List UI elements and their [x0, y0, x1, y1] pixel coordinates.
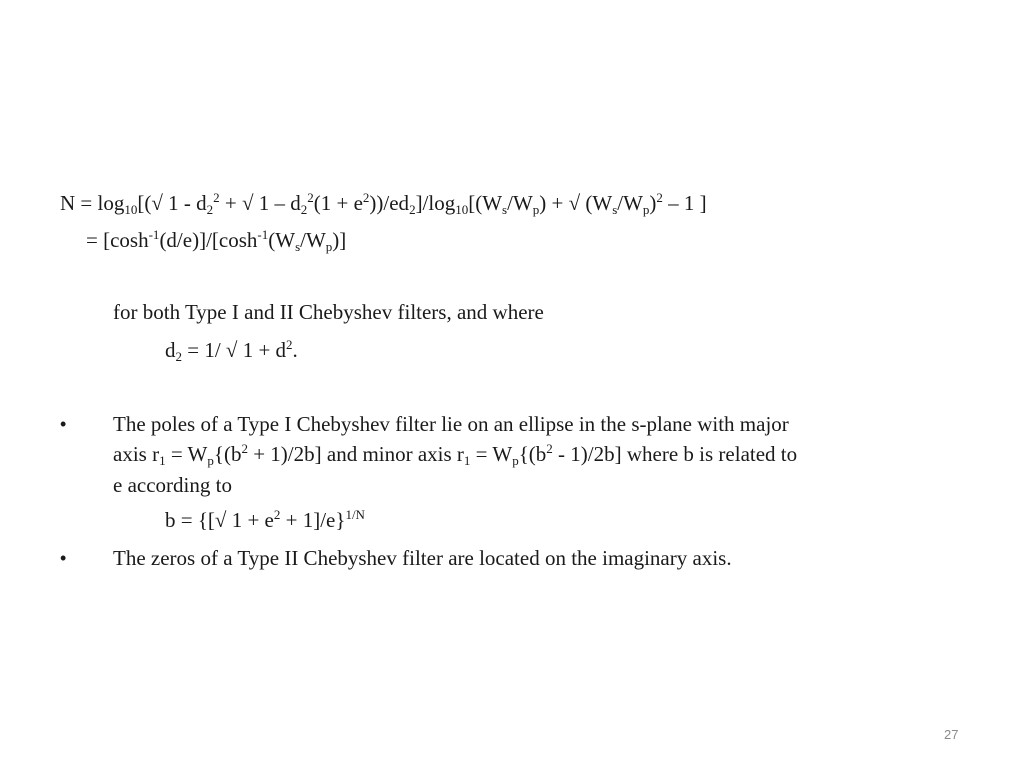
d2-definition: $d_2 = 1/$ √ $1 + d^2$. — [165, 337, 298, 364]
bullet-1-line-2: axis $r_1 = W_p\{(b^2 + 1)/2b]$ and minor axis $r_1 = W_p\{(b^2 - 1)/2b]$ where b is related to — [113, 441, 798, 468]
bullet-icon: • — [60, 414, 67, 434]
equation-n-line: $N = \log_{10}[(√$ $1 - d_2^2$ + √ $1 - d_2^2(1 + e^2))/ed_2]/\log_{10}[(W_s/W_p)$ + √ $(W_s/W_p)^2 - 1$ ] — [60, 190, 707, 217]
bullet-icon: • — [60, 548, 67, 568]
bullet-1-line-3: e according to — [113, 473, 232, 497]
bullet-1-line-1: The poles of a Type I Chebyshev filter lie on an ellipse in the s-plane with major — [113, 412, 789, 436]
equation-cosh-line: = $[\cosh^{-1}(d/e)]/[\cosh^{-1}(W_s/W_p)]$ — [86, 227, 347, 254]
page-number: 27 — [944, 727, 959, 742]
bullet-2-text: The zeros of a Type II Chebyshev filter are located on the imaginary axis. — [113, 546, 732, 570]
b-formula: b = {[√ $1 + e^2 + 1]/e\}^{1/N}$ — [165, 507, 365, 532]
note-text: for both Type I and II Chebyshev filters, and where — [113, 300, 544, 324]
